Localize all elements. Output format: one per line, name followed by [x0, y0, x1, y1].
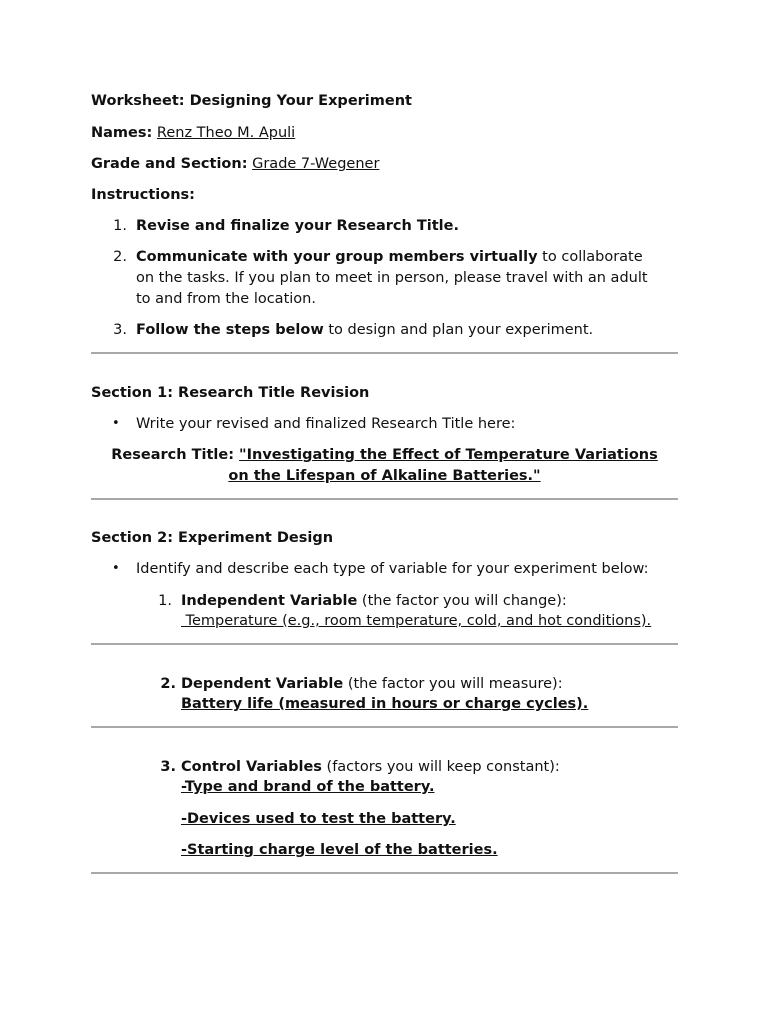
grade-row [91, 154, 379, 174]
variable-answer: -Type and brand of the battery. [181, 779, 435, 795]
variable-desc: (factors you will keep constant): [321, 759, 560, 775]
list-number: 2. [113, 249, 127, 265]
research-title-line2: on the Lifespan of Alkaline Batteries." [228, 468, 541, 484]
grade-value: Grade 7-Wegener [252, 156, 380, 172]
instruction-rest: to design and plan your experiment. [323, 322, 594, 338]
names-label: Names: [91, 125, 153, 141]
instruction-bold: Follow the steps below [136, 322, 324, 338]
horizontal-rule [91, 498, 678, 500]
instruction-rest: to collaborate [537, 249, 643, 265]
names-value: Renz Theo M. Apuli [156, 125, 296, 141]
instruction-line: to and from the location. [136, 291, 316, 307]
page-title: Worksheet: Designing Your Experiment [91, 93, 412, 109]
instruction-text [136, 320, 593, 340]
bullet-icon: • [112, 416, 120, 431]
variable-heading [181, 591, 567, 611]
instruction-bold: Communicate with your group members virtually [136, 249, 538, 265]
bullet-text: Write your revised and finalized Research Title here: [136, 416, 516, 432]
horizontal-rule [91, 352, 678, 354]
variable-answer: Battery life (measured in hours or charge cycles). [181, 696, 589, 712]
grade-label: Grade and Section: [91, 156, 248, 172]
variable-answer: -Starting charge level of the batteries. [181, 842, 498, 858]
instruction-text [136, 247, 643, 267]
variable-desc: (the factor you will change): [357, 593, 567, 609]
list-number: 1. [113, 218, 127, 234]
instruction-text: Revise and finalize your Research Title. [136, 218, 459, 234]
research-title-line1 [91, 445, 678, 466]
variable-name: Control Variables [181, 759, 322, 775]
instructions-label: Instructions: [91, 187, 195, 203]
horizontal-rule [91, 643, 678, 645]
variable-desc: (the factor you will measure): [343, 676, 563, 692]
bullet-icon: • [112, 561, 120, 576]
horizontal-rule [91, 726, 678, 728]
section2-heading: Section 2: Experiment Design [91, 530, 334, 546]
variable-name: Independent Variable [181, 593, 358, 609]
instruction-line: on the tasks. If you plan to meet in person, please travel with an adult [136, 270, 648, 286]
list-number: 3. [113, 322, 127, 338]
research-title-label: Research Title: [111, 447, 240, 463]
list-number: 2. [160, 676, 176, 692]
variable-heading [181, 757, 560, 777]
bullet-text: Identify and describe each type of variable for your experiment below: [136, 561, 649, 577]
names-row [91, 123, 295, 143]
variable-answer: Temperature (e.g., room temperature, cold, and hot conditions). [181, 613, 652, 629]
list-number: 3. [160, 759, 176, 775]
section1-heading: Section 1: Research Title Revision [91, 385, 370, 401]
research-title-value: "Investigating the Effect of Temperature Variations [239, 447, 658, 463]
variable-answer: -Devices used to test the battery. [181, 811, 456, 827]
variable-name: Dependent Variable [181, 676, 344, 692]
variable-heading [181, 674, 563, 694]
horizontal-rule [91, 872, 678, 874]
list-number: 1. [158, 593, 172, 609]
